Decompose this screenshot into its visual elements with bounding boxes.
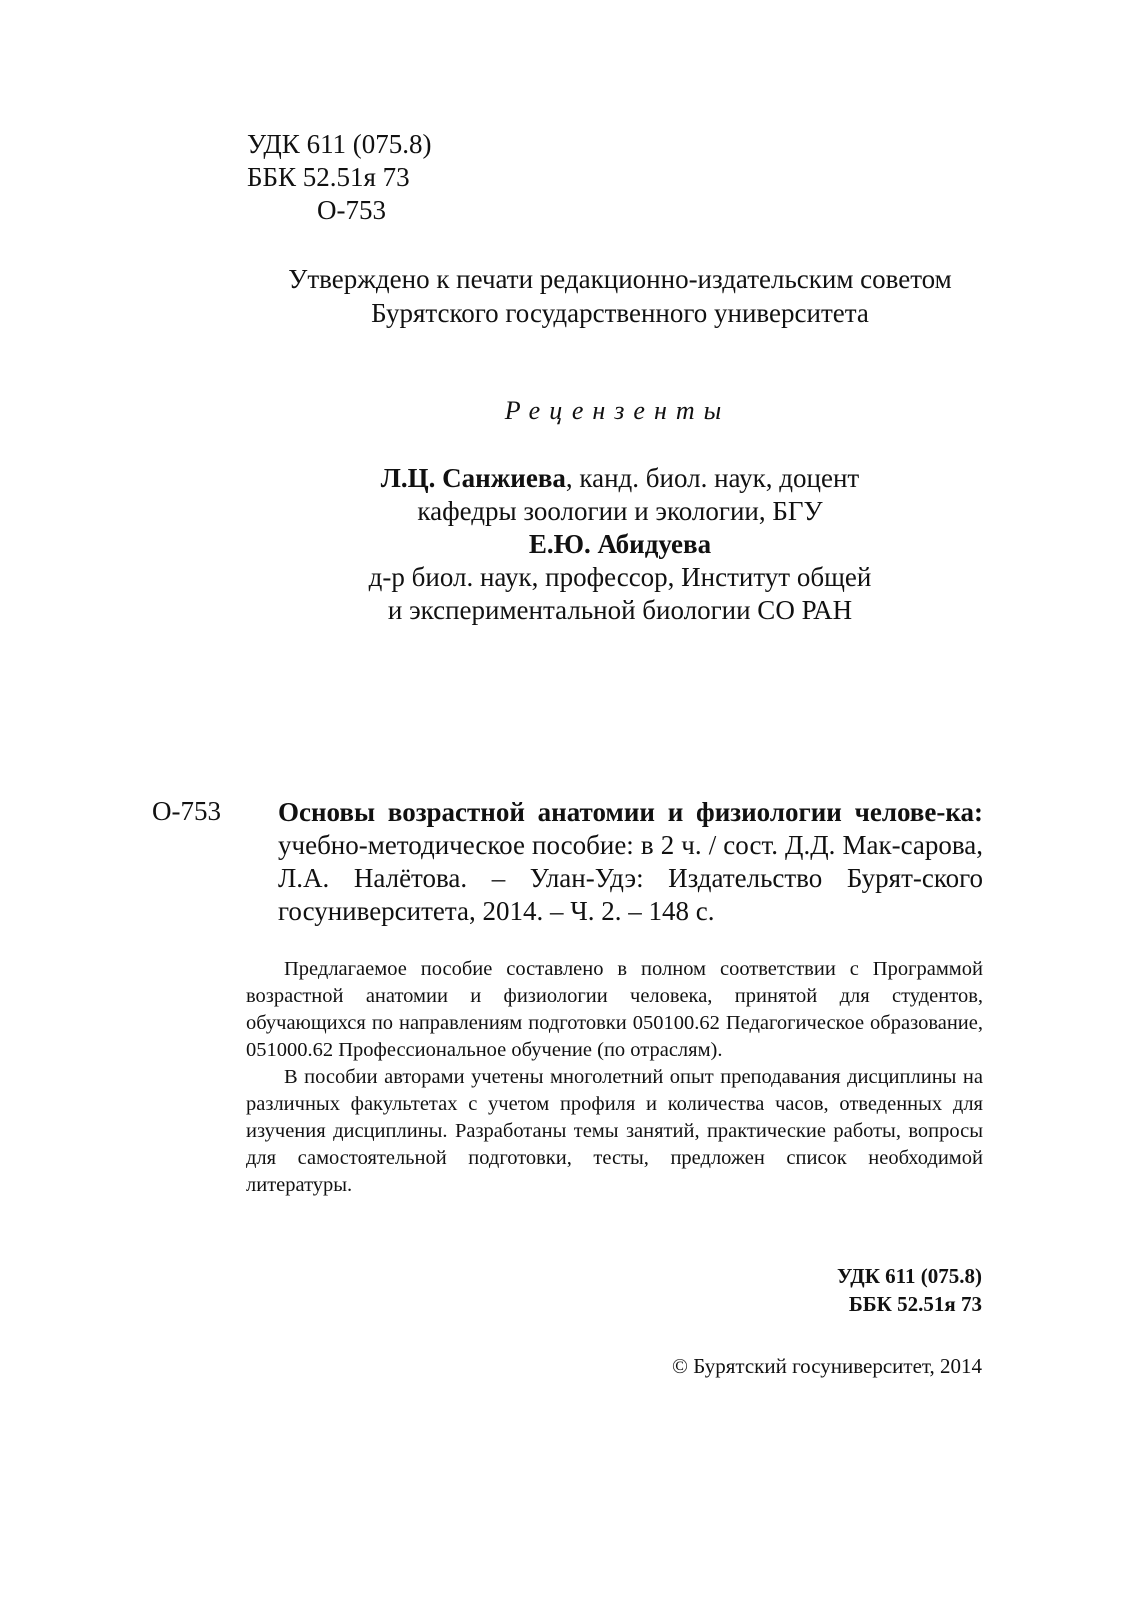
reviewers-heading: Рецензенты xyxy=(504,396,731,425)
udk-code: УДК 611 (075.8) xyxy=(247,129,432,159)
abstract xyxy=(246,956,983,1199)
book-title: Основы возрастной анатомии и физиологии челове-ка: xyxy=(278,797,983,827)
classification-codes-top xyxy=(247,128,432,227)
reviewer-1-line-1 xyxy=(110,462,1130,495)
bibliographic-details: учебно-методическое пособие: в 2 ч. / сост. Д.Д. Мак-сарова, Л.А. Налётова. – Улан-Удэ: Издательство Бурят-ского госуниверситета, 2014. – Ч. 2. – 148 с. xyxy=(278,830,983,926)
approval-line-2: Бурятского государственного университета xyxy=(371,298,869,328)
reviewer-1-affiliation: кафедры зоологии и экологии, БГУ xyxy=(417,496,823,526)
approval-statement xyxy=(0,262,1130,330)
classification-codes-bottom xyxy=(837,1262,982,1318)
bibliographic-record xyxy=(278,796,983,928)
author-sign: О-753 xyxy=(317,195,386,225)
abstract-paragraph-1: Предлагаемое пособие составлено в полном соответствии с Программой возрастной анатомии и физиологии человека, принятой для студентов, обучающихся по направлениям подготовки 050100.62 Педагогическое образование, 051000.62 Профессиональное обучение (по отраслям). xyxy=(246,958,983,1061)
copyright-notice: © Бурятский госуниверситет, 2014 xyxy=(672,1354,982,1378)
abstract-paragraph-2: В пособии авторами учетены многолетний опыт преподавания дисциплины на различных факультетах с учетом профиля и количества часов, отведенных для изучения дисциплины. Разработаны темы занятий, практические работы, вопросы для самостоятельной подготовки, тесты, предложен список необходимой литературы. xyxy=(246,1066,983,1196)
reviewer-2-affiliation: и экспериментальной биологии СО РАН xyxy=(387,595,853,625)
catalog-code: О-753 xyxy=(152,796,221,826)
bbk-code-bottom: ББК 52.51я 73 xyxy=(848,1292,982,1316)
reviewer-2-credentials: д-р биол. наук, профессор, Институт общей xyxy=(368,562,872,592)
approval-line-1: Утверждено к печати редакционно-издательским советом xyxy=(288,264,952,294)
reviewer-2-name: Е.Ю. Абидуева xyxy=(528,529,712,559)
udk-code-bottom: УДК 611 (075.8) xyxy=(836,1264,982,1288)
bbk-code: ББК 52.51я 73 xyxy=(247,162,410,192)
reviewer-1-credentials: , канд. биол. наук, доцент xyxy=(565,463,860,493)
reviewers-block xyxy=(0,462,1130,627)
reviewer-1-name: Л.Ц. Санжиева xyxy=(380,463,566,493)
